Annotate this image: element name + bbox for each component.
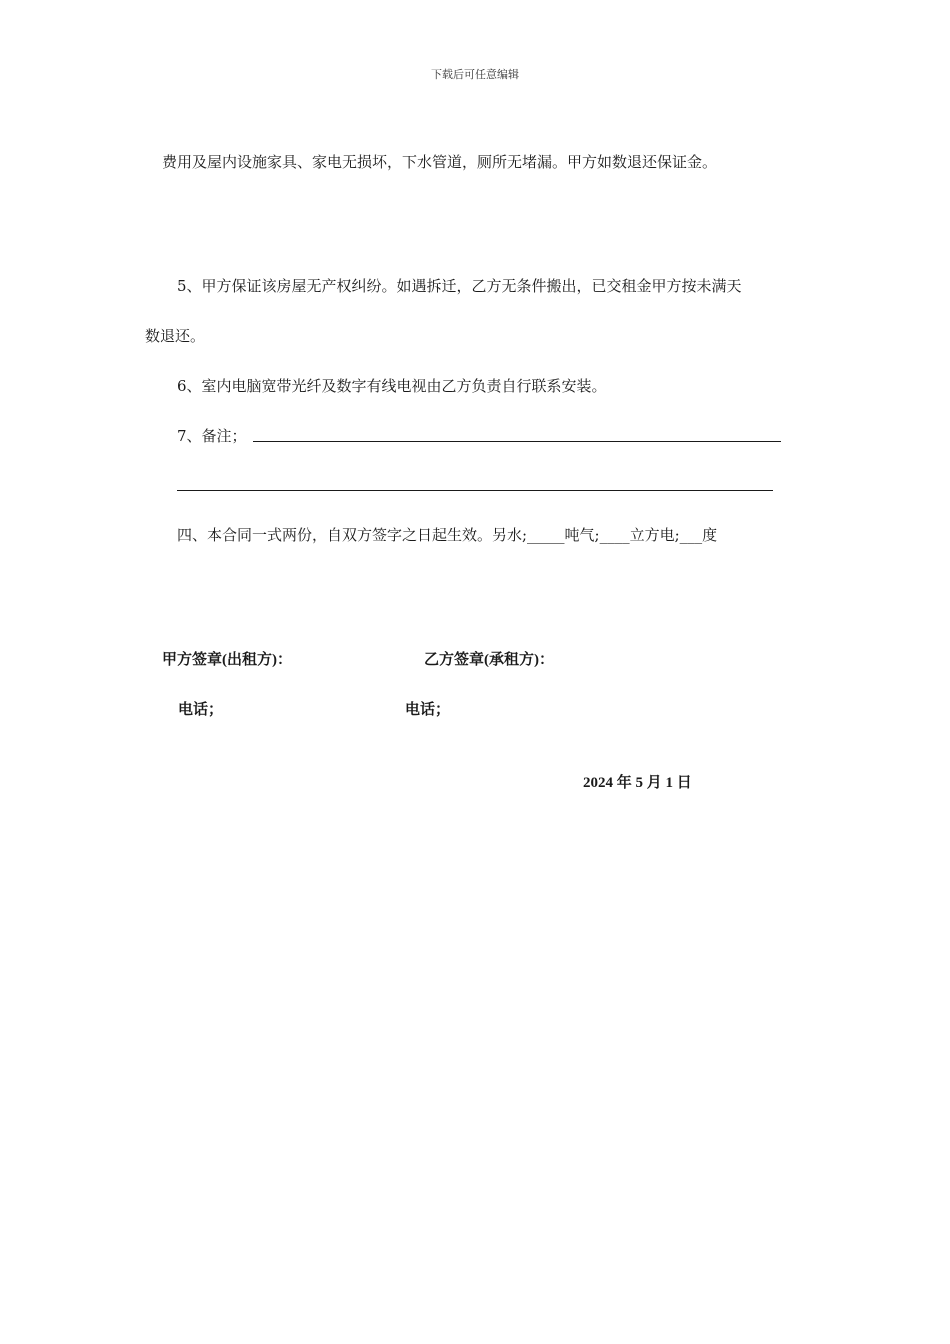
party-b-signature-label: 乙方签章(承租方)：: [424, 652, 554, 668]
clause-5-line-1: 5、甲方保证该房屋无产权纠纷。如遇拆迁，乙方无条件搬出，已交租金甲方按未满天: [177, 277, 742, 295]
remarks-blank-line-1: [253, 441, 781, 442]
party-a-signature-label: 甲方签章(出租方)：: [162, 652, 292, 668]
paragraph-continuation: 费用及屋内设施家具、家电无损坏，下水管道，厕所无堵漏。甲方如数退还保证金。: [162, 153, 718, 171]
page-header: 下载后可任意编辑: [431, 68, 519, 81]
section-4: 四、本合同一式两份，自双方签字之日起生效。另水;_____吨气;____立方电;___度: [177, 526, 718, 544]
clause-6: 6、室内电脑宽带光纤及数字有线电视由乙方负责自行联系安装。: [177, 377, 607, 395]
party-b-phone-label: 电话；: [405, 702, 451, 718]
clause-7-label: 7、备注；: [177, 427, 247, 445]
remarks-blank-line-2: [177, 490, 773, 491]
party-a-phone-label: 电话；: [178, 702, 224, 718]
clause-5-line-2: 数退还。: [145, 327, 206, 345]
signing-date: 2024 年 5 月 1 日: [583, 775, 692, 791]
